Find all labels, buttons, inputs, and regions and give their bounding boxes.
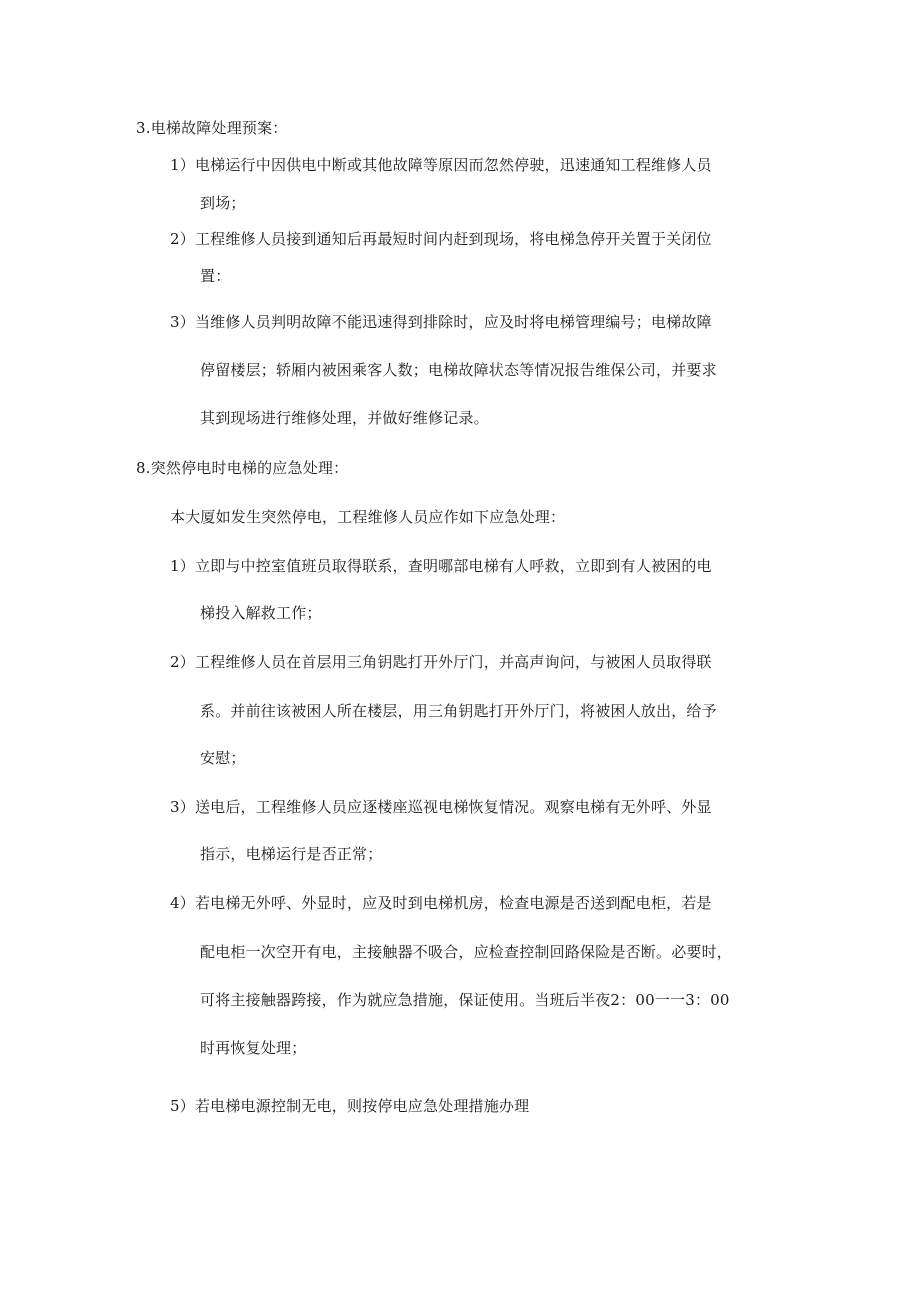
section-3-item-1-line-2: 到场； [200, 194, 246, 212]
section-8-item-4-line-2: 配电柜一次空开有电，主接触器不吸合，应检查控制回路保险是否断。必要时， [200, 943, 733, 961]
section-8-item-4-line-1: 4）若电梯无外呼、外显时，应及时到电梯机房，检查电源是否送到配电柜，若是 [170, 894, 712, 912]
section-8-item-3-line-1: 3）送电后，工程维修人员应逐楼座巡视电梯恢复情况。观察电梯有无外呼、外显 [170, 798, 712, 816]
section-3-item-2-line-2: 置： [200, 267, 231, 285]
section-8-item-5-line-1: 5）若电梯电源控制无电，则按停电应急处理措施办理 [170, 1097, 530, 1115]
section-3-heading: 3.电梯故障处理预案： [136, 119, 288, 137]
section-3-item-3-line-3: 其到现场进行维修处理，并做好维修记录。 [200, 409, 489, 427]
section-8-item-2-line-2: 系。并前往该被困人所在楼层，用三角钥匙打开外厅门，将被困人放出，给予 [200, 702, 717, 720]
section-8-item-2-line-3: 安慰； [200, 749, 246, 767]
section-8-item-4-line-4: 时再恢复处理； [200, 1039, 307, 1057]
section-8-item-2-line-1: 2）工程维修人员在首层用三角钥匙打开外厅门，并高声询问，与被困人员取得联 [170, 653, 712, 671]
section-8-item-4-line-3: 可将主接触器跨接，作为就应急措施，保证使用。当班后半夜2：00一一3：00 [200, 991, 730, 1009]
section-3-item-3-line-2: 停留楼层；轿厢内被困乘客人数；电梯故障状态等情况报告维保公司，并要求 [200, 361, 717, 379]
section-8-item-3-line-2: 指示，电梯运行是否正常； [200, 845, 383, 863]
section-8-item-1-line-1: 1）立即与中控室值班员取得联系，查明哪部电梯有人呼救，立即到有人被困的电 [170, 557, 712, 575]
section-3-item-3-line-1: 3）当维修人员判明故障不能迅速得到排除时，应及时将电梯管理编号；电梯故障 [170, 313, 712, 331]
section-3-item-1-line-1: 1）电梯运行中因供电中断或其他故障等原因而忽然停驶，迅速通知工程维修人员 [170, 156, 712, 174]
section-8-heading: 8.突然停电时电梯的应急处理： [136, 459, 349, 477]
section-8-item-1-line-2: 梯投入解救工作； [200, 604, 322, 622]
section-8-intro: 本大厦如发生突然停电，工程维修人员应作如下应急处理： [170, 508, 566, 526]
section-3-item-2-line-1: 2）工程维修人员接到通知后再最短时间内赶到现场，将电梯急停开关置于关闭位 [170, 230, 712, 248]
